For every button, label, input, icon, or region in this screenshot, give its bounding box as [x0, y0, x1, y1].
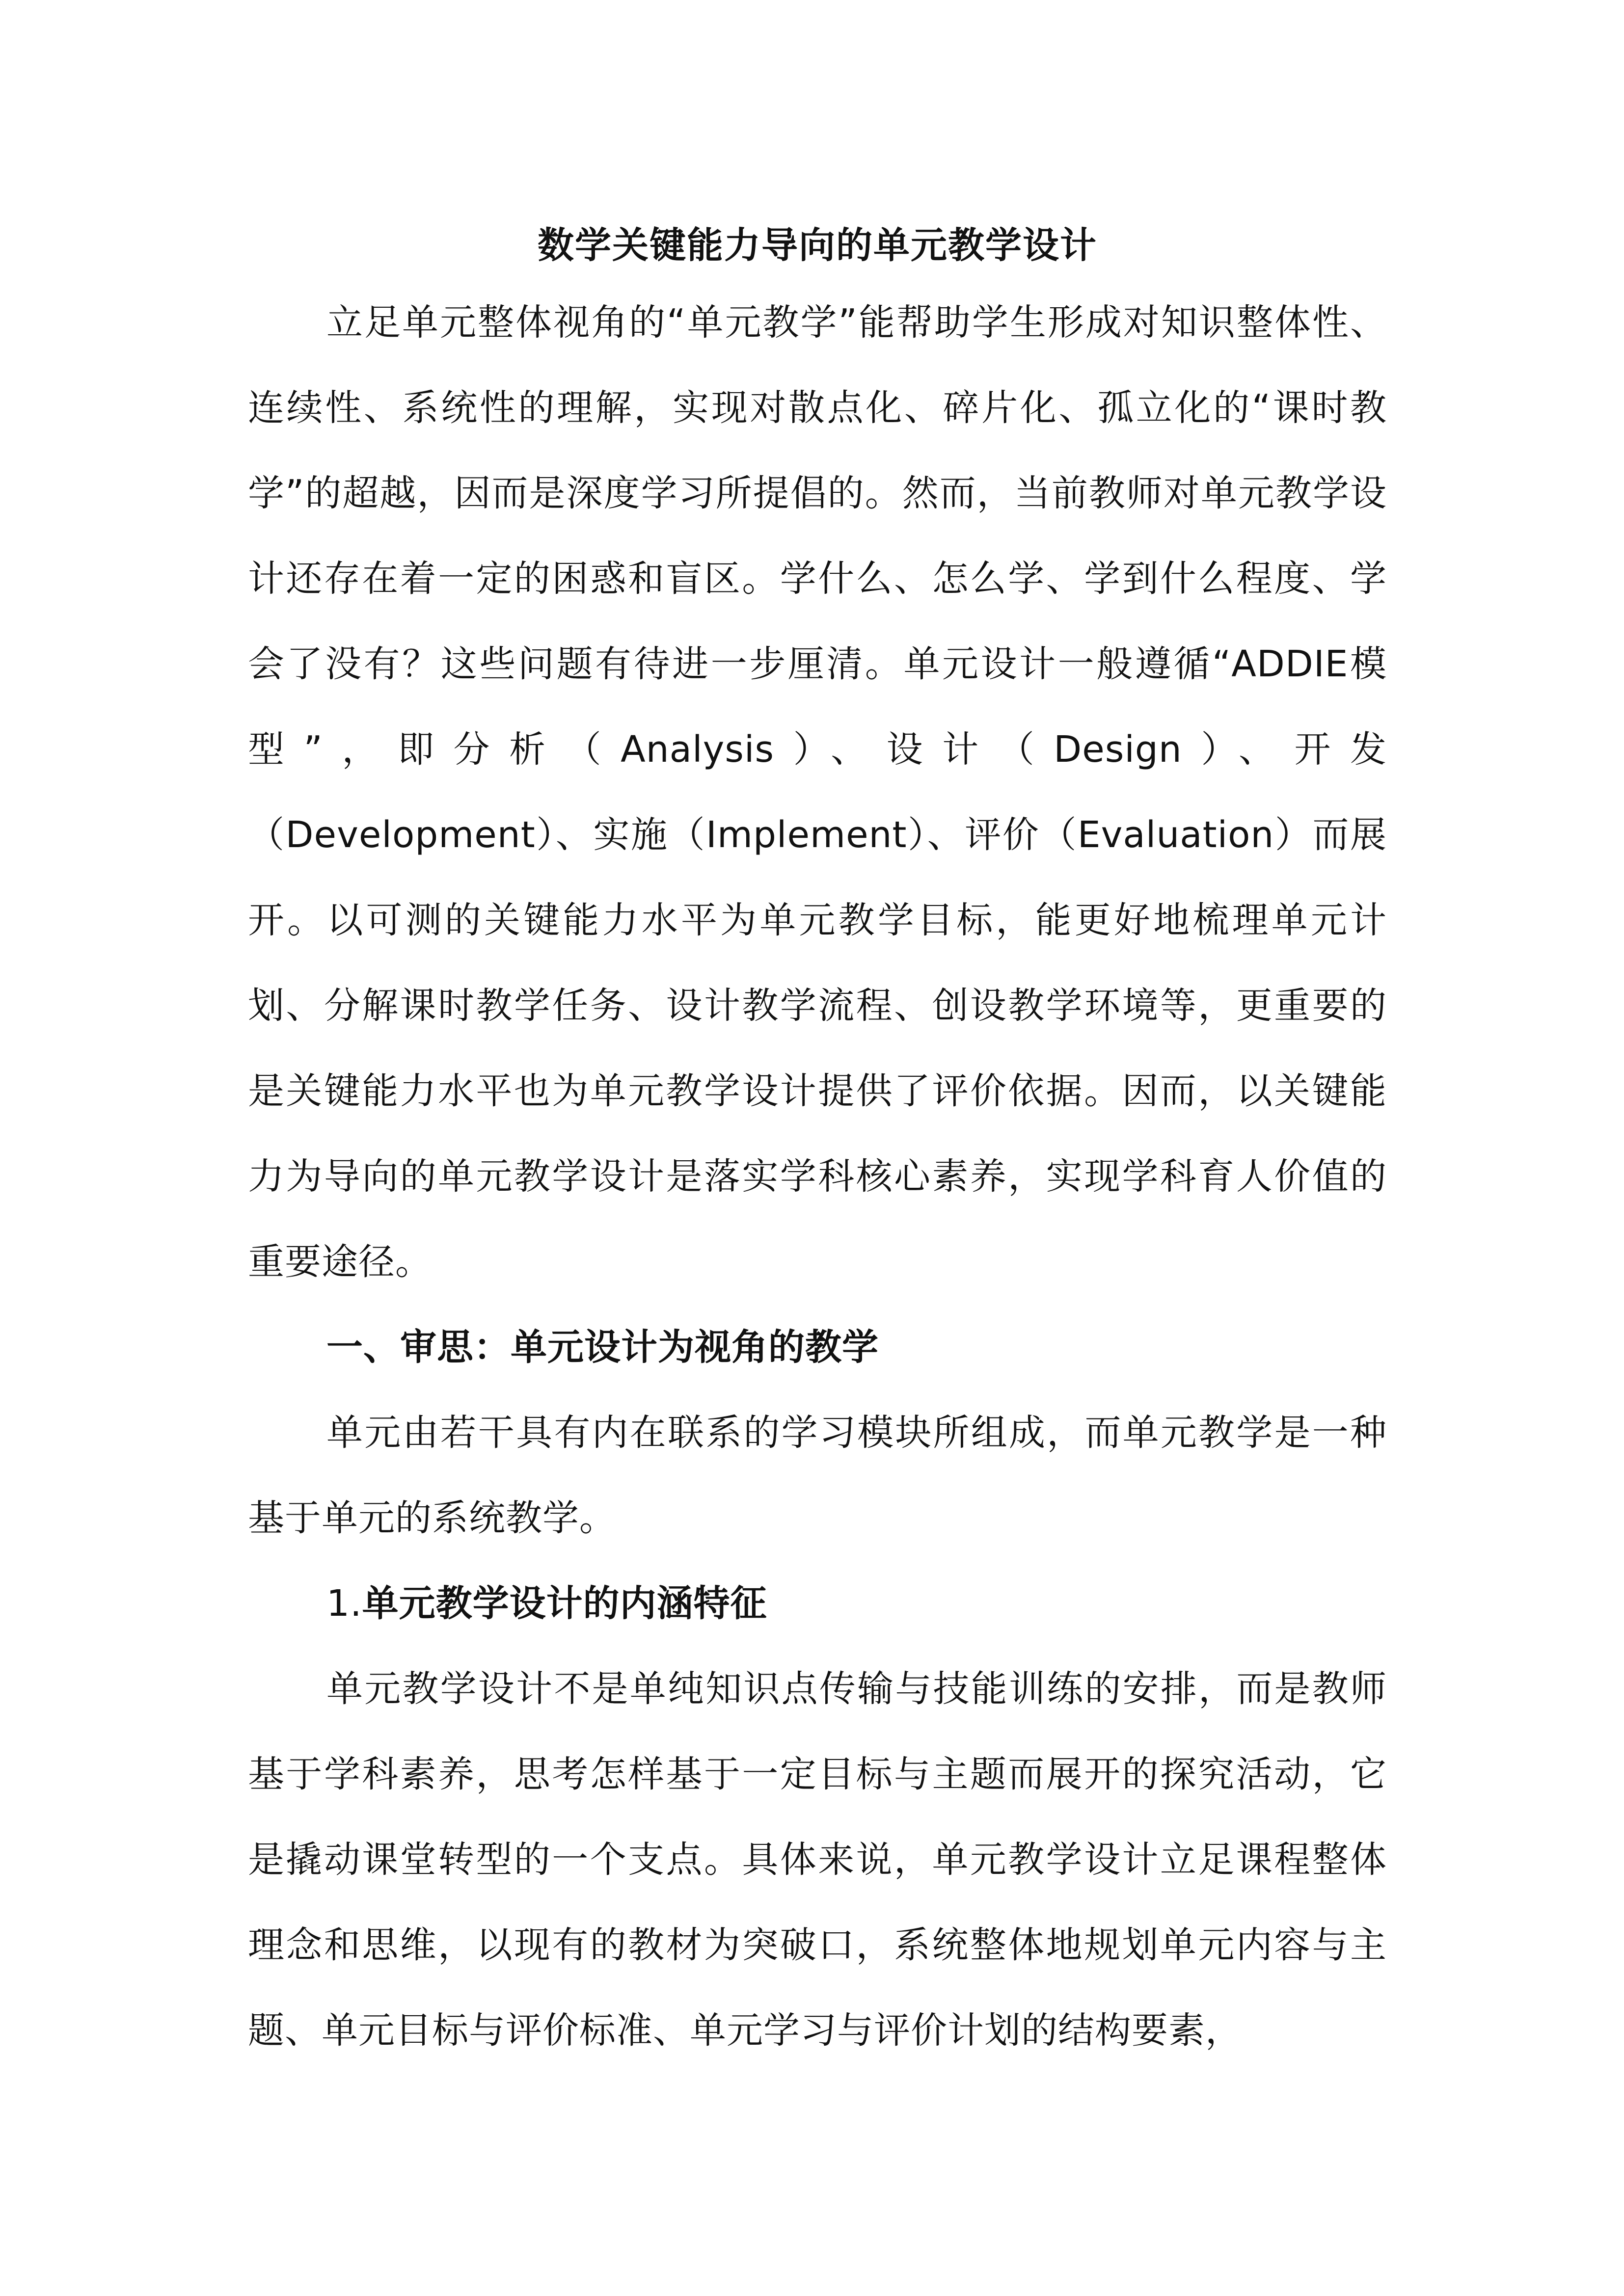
- document-title: 数学关键能力导向的单元教学设计: [538, 224, 1097, 267]
- subsection-heading: [248, 1561, 1387, 1646]
- document-page: [248, 211, 1387, 2073]
- section-heading: 一、审思：单元设计为视角的教学: [326, 1326, 879, 1368]
- subsection-paragraph: 单元教学设计不是单纯知识点传输与技能训练的安排，而是教师基于学科素养，思考怎样基于一定目标与主题而展开的探究活动，它是撬动课堂转型的一个支点。具体来说，单元教学设计立足课程整体理念和思维，以现有的教材为突破口，系统整体地规划单元内容与主题、单元目标与评价标准、单元学习与评价计划的结构要素，: [248, 1668, 1387, 2052]
- section-paragraph: 单元由若干具有内在联系的学习模块所组成，而单元教学是一种基于单元的系统教学。: [248, 1412, 1387, 1539]
- intro-paragraph: 立足单元整体视角的“单元教学”能帮助学生形成对知识整体性、连续性、系统性的理解，实现对散点化、碎片化、孤立化的“课时教学”的超越，因而是深度学习所提倡的。然而，当前教师对单元教学设计还存在着一定的困惑和盲区。学什么、怎么学、学到什么程度、学会了没有？这些问题有待进一步厘清。单元设计一般遵循“ADDIE模型”，即分析（Analysis）、设计（Design）、开发（Development）、实施（Implement）、评价（Evaluation）而展开。以可测的关键能力水平为单元教学目标，能更好地梳理单元计划、分解课时教学任务、设计教学流程、创设教学环境等，更重要的是关键能力水平也为单元教学设计提供了评价依据。因而，以关键能力为导向的单元教学设计是落实学科核心素养，实现学科育人价值的重要途径。: [248, 301, 1387, 1283]
- subsection-heading-text: 单元教学设计的内涵特征: [362, 1582, 767, 1625]
- subsection-number: 1.: [326, 1582, 362, 1625]
